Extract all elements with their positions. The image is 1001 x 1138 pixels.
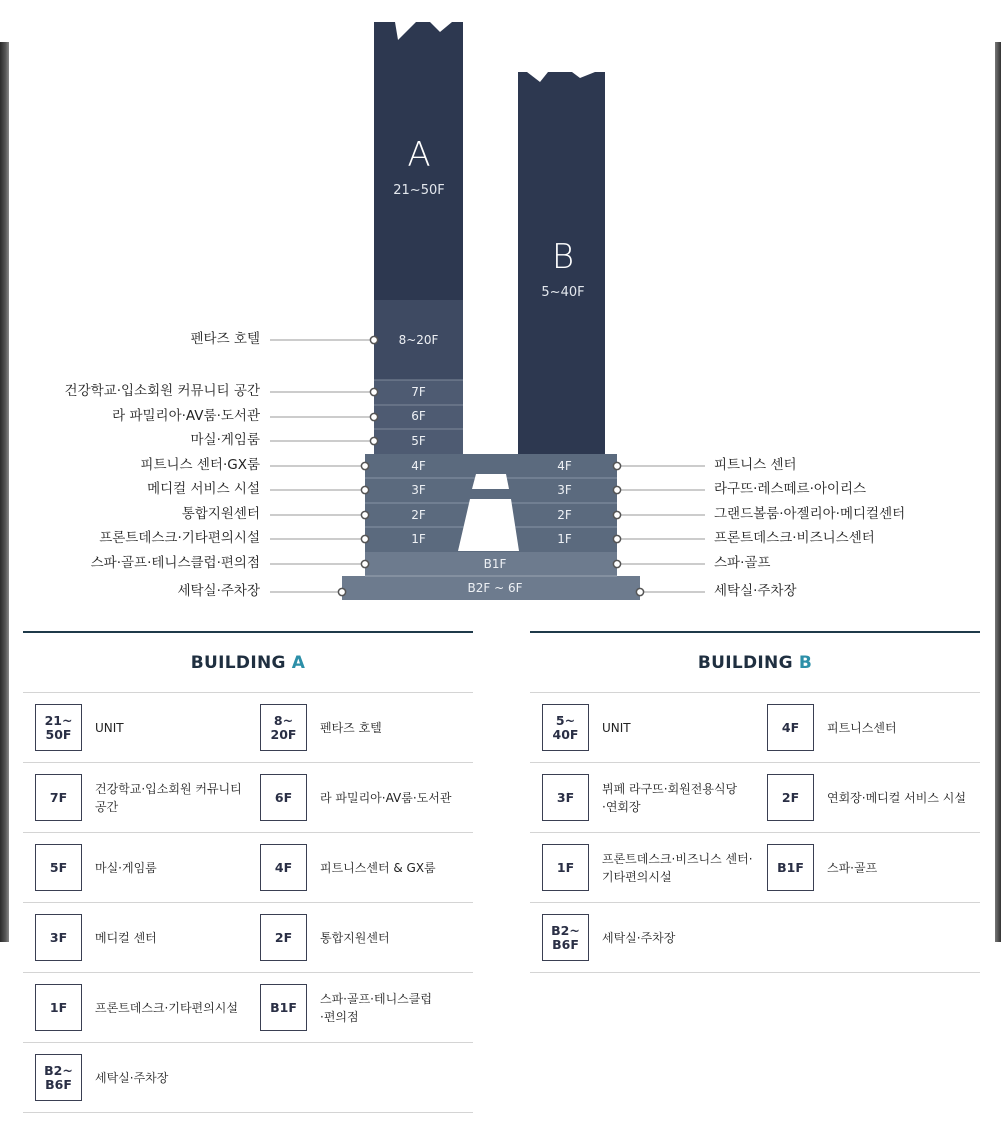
- floor-badge: 7F: [35, 774, 82, 821]
- floor-tag-a-hotel: 8~20F: [398, 333, 439, 347]
- floor-tag-b-2f: 2F: [557, 508, 572, 522]
- atrium-void-upper: [472, 474, 509, 489]
- floor-entry: [248, 763, 473, 832]
- table-row: [530, 833, 980, 903]
- floor-entry: [248, 903, 473, 972]
- left-label-1f: 프론트데스크·기타편의시설: [99, 530, 260, 546]
- table-row: [23, 1043, 473, 1113]
- left-label-6f: 라 파밀리아·AV룸·도서관: [112, 408, 260, 424]
- floor-entry: [23, 973, 248, 1042]
- floor-description: 세탁실·주차장: [602, 930, 676, 945]
- floor-entry: [23, 833, 248, 902]
- floor-badge: 1F: [542, 844, 589, 891]
- floor-badge: 8~ 20F: [260, 704, 307, 751]
- floor-entry: [248, 833, 473, 902]
- floor-description: 펜타즈 호텔: [320, 720, 382, 735]
- tower-a-range: 21~50F: [393, 183, 445, 198]
- floor-tag-b-1f: 1F: [557, 532, 572, 546]
- floor-tag-a-2f: 2F: [411, 508, 426, 522]
- table-row: [530, 693, 980, 763]
- floor-entry: [23, 693, 248, 762]
- floor-description: 스파·골프: [827, 860, 878, 875]
- table-row: [23, 763, 473, 833]
- floor-badge: 2F: [260, 914, 307, 961]
- floor-entry: [23, 763, 248, 832]
- right-label-b1f: 스파·골프: [714, 555, 771, 571]
- floor-entry: [530, 903, 755, 972]
- floor-entry: [755, 833, 980, 902]
- floor-tag-a-6f: 6F: [411, 409, 426, 423]
- building-a-heading: [23, 631, 473, 693]
- building-b-rows: [530, 693, 980, 973]
- floor-badge: 1F: [35, 984, 82, 1031]
- left-label-7f: 건강학교·입소회원 커뮤니티 공간: [64, 383, 260, 399]
- floor-description: 뷔페 라구뜨·회원전용식당 ·연회장: [602, 781, 738, 814]
- table-row: [23, 693, 473, 763]
- floor-tag-a-7f: 7F: [411, 385, 426, 399]
- right-label-4f: 피트니스 센터: [714, 457, 797, 473]
- tower-b-letter: B: [551, 237, 575, 277]
- floor-entry: [755, 693, 980, 762]
- floor-description: 피트니스센터: [827, 720, 897, 735]
- floor-badge: 6F: [260, 774, 307, 821]
- floor-description: UNIT: [602, 720, 631, 735]
- left-label-2f: 통합지원센터: [181, 506, 260, 522]
- floor-entry: [755, 763, 980, 832]
- floor-description: UNIT: [95, 720, 124, 735]
- floor-badge: B2~ B6F: [542, 914, 589, 961]
- floor-description: 건강학교·입소회원 커뮤니티 공간: [95, 781, 242, 814]
- floor-description: 라 파밀리아·AV룸·도서관: [320, 790, 452, 805]
- floor-description: 메디컬 센터: [95, 930, 157, 945]
- building-a-title: BUILDING: [190, 652, 286, 673]
- tower-b-range: 5~40F: [541, 285, 585, 300]
- floor-tag-b2f-6f: B2F ~ 6F: [467, 581, 523, 595]
- floor-entry: [248, 693, 473, 762]
- table-row: [23, 903, 473, 973]
- floor-badge: 5F: [35, 844, 82, 891]
- right-label-1f: 프론트데스크·비즈니스센터: [714, 530, 875, 546]
- floor-badge: 3F: [35, 914, 82, 961]
- floor-badge: B2~ B6F: [35, 1054, 82, 1101]
- floor-entry: [23, 903, 248, 972]
- floor-entry: [23, 1043, 248, 1112]
- floor-entry: [248, 973, 473, 1042]
- floor-description: 피트니스센터 & GX룸: [320, 860, 436, 875]
- floor-description: 세탁실·주차장: [95, 1070, 169, 1085]
- floor-badge: B1F: [767, 844, 814, 891]
- floor-description: 연회장·메디컬 서비스 시설: [827, 790, 966, 805]
- building-a-panel: [23, 631, 473, 1113]
- left-label-4f: 피트니스 센터·GX룸: [140, 457, 260, 473]
- table-row: [530, 763, 980, 833]
- floor-description: 스파·골프·테니스클럽 ·편의점: [320, 991, 432, 1024]
- right-label-2f: 그랜드볼룸·아젤리아·메디컬센터: [714, 506, 906, 522]
- floor-badge: 5~ 40F: [542, 704, 589, 751]
- left-label-3f: 메디컬 서비스 시설: [147, 481, 260, 497]
- floor-entry: [530, 763, 755, 832]
- right-label-b2f: 세탁실·주차장: [714, 583, 797, 599]
- left-label-hotel: 펜타즈 호텔: [190, 331, 260, 347]
- left-label-b2f: 세탁실·주차장: [177, 583, 260, 599]
- floor-tag-b-3f: 3F: [557, 483, 572, 497]
- floor-entry: [530, 693, 755, 762]
- floor-badge: 4F: [767, 704, 814, 751]
- floor-badge: B1F: [260, 984, 307, 1031]
- floor-description: 프론트데스크·비즈니스 센터· 기타편의시설: [602, 851, 753, 884]
- floor-badge: 4F: [260, 844, 307, 891]
- floor-description: 마실·게임룸: [95, 860, 157, 875]
- floor-entry: [530, 833, 755, 902]
- floor-badge: 3F: [542, 774, 589, 821]
- floor-tag-a-4f: 4F: [411, 459, 426, 473]
- table-row: [23, 833, 473, 903]
- building-b-accent: B: [798, 652, 813, 673]
- building-b-panel: [530, 631, 980, 973]
- left-label-b1f: 스파·골프·테니스클럽·편의점: [90, 555, 260, 571]
- floor-tag-a-5f: 5F: [411, 434, 426, 448]
- table-row: [530, 903, 980, 973]
- tower-a-letter: A: [407, 135, 431, 175]
- floor-description: 통합지원센터: [320, 930, 390, 945]
- floor-badge: 2F: [767, 774, 814, 821]
- right-label-3f: 라구뜨·레스떼르·아이리스: [714, 481, 867, 497]
- left-label-5f: 마실·게임룸: [190, 432, 260, 448]
- floor-tag-a-3f: 3F: [411, 483, 426, 497]
- table-row: [23, 973, 473, 1043]
- building-b-heading: [530, 631, 980, 693]
- building-b-title: BUILDING: [697, 652, 793, 673]
- floor-badge: 21~ 50F: [35, 704, 82, 751]
- floor-tag-b1f: B1F: [483, 557, 507, 571]
- floor-tag-b-4f: 4F: [557, 459, 572, 473]
- floor-tag-a-1f: 1F: [411, 532, 426, 546]
- building-a-rows: [23, 693, 473, 1113]
- building-a-accent: A: [291, 652, 306, 673]
- floor-description: 프론트데스크·기타편의시설: [95, 1000, 238, 1015]
